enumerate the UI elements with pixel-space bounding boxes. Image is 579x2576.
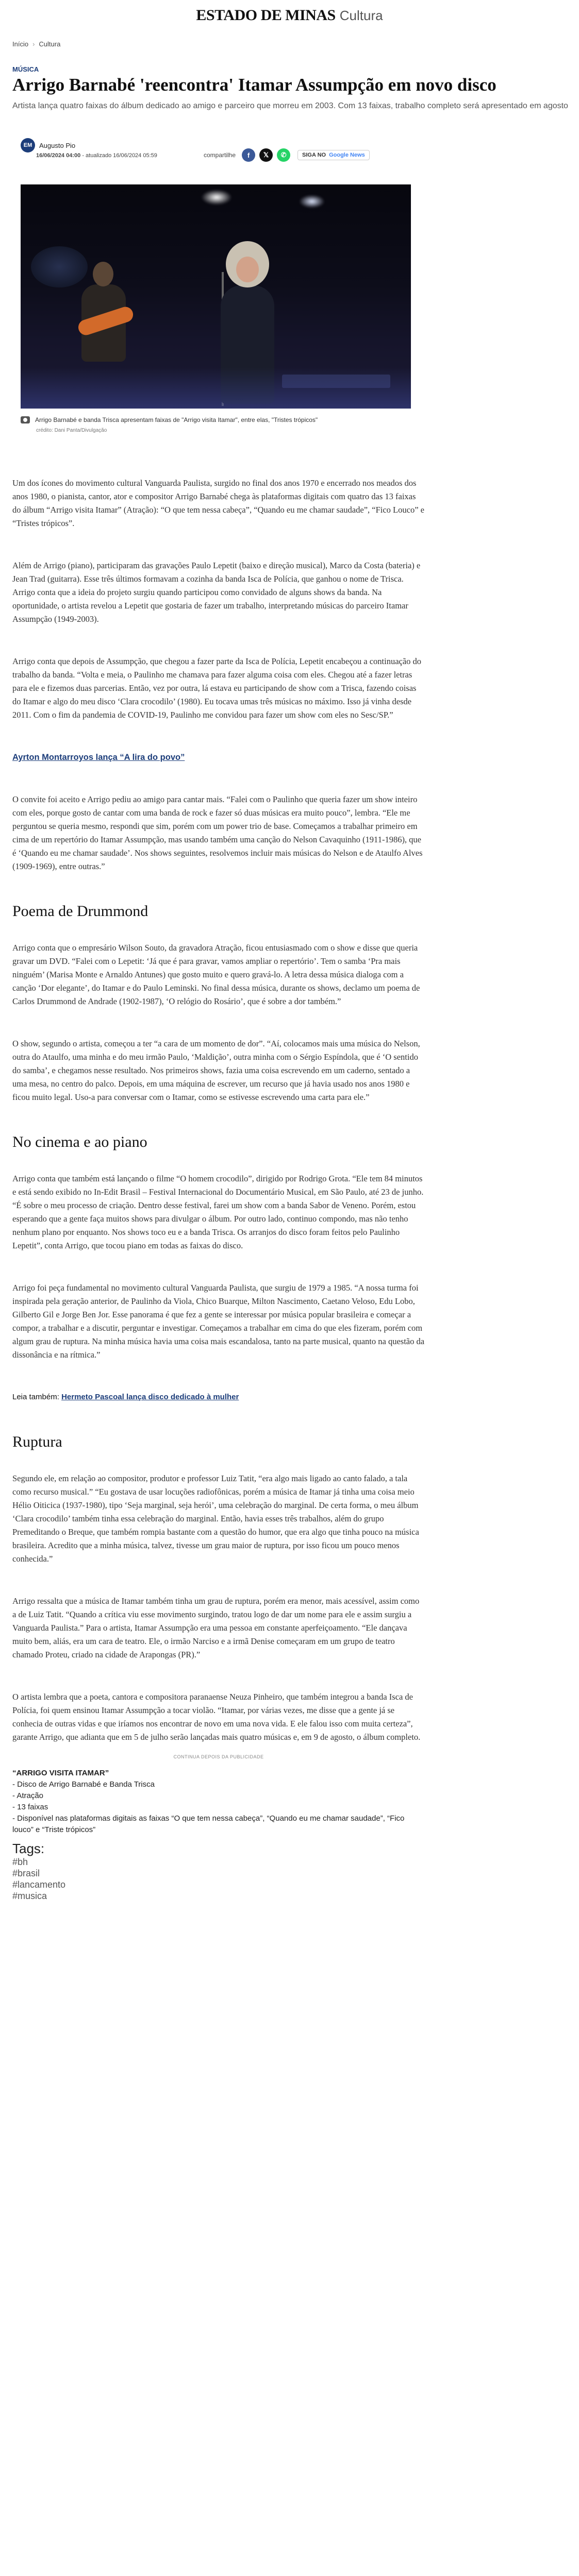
paragraph: O artista lembra que a poeta, cantora e compositora paranaense Neuza Pinheiro, que também integrou a banda Isca de Polícia, foi quem ensinou Itamar Assumpção a tocar violão. “Itamar, por várias vezes, me disse que a gente já se conhecia de outras vidas e que iríamos nos encontrar de novo em uma nova vida. E ele falou isso com muita certeza”, garante Arrigo, que adianta que em 5 de julho serão lançadas mais quatro músicas e, em 9 de agosto, o álbum completo. bbox=[12, 1692, 421, 1742]
guitarist-figure bbox=[72, 262, 134, 380]
info-line: - 13 faixas bbox=[12, 1803, 48, 1811]
breadcrumb bbox=[12, 40, 60, 48]
published-date: 16/06/2024 04:00 bbox=[36, 152, 81, 159]
photo-caption-text: Arrigo Barnabé e banda Trisca apresentam faixas de "Arrigo visita Itamar", entre elas, "Tristes trópicos" bbox=[35, 416, 318, 423]
tag-link[interactable]: #bh bbox=[12, 1857, 28, 1867]
share-bar bbox=[204, 148, 370, 162]
paragraph: Arrigo conta que o empresário Wilson Souto, da gravadora Atração, ficou entusiasmado com o show e disse que queria gravar um DVD. “Falei com o Lepetit: ‘Já que é para gravar, vamos ampliar o repertório’. Tem o samba ‘Pra mais ninguém’ (Marisa Monte e Arnaldo Antunes) que gosto muito e quero gravá-lo. A letra dessa música dialoga com a canção ‘Dor elegante’, do Itamar e do Paulo Leminski. No final dessa música, durante os shows, declamo um poema de Carlos Drummond de Andrade (1902-1987), ‘O relógio do Rosário’, que é sobre a dor também.” bbox=[12, 943, 420, 1006]
paragraph: O show, segundo o artista, começou a ter “a cara de um momento de dor”. “Aí, colocamos mais uma música do Nelson, outra do Ataulfo, uma minha e do meu irmão Paulo, ‘Maldição’, outra minha com o Sérgio Espíndola, que é ‘O sentido do samba’, e chegamos nesse resultado. Nos primeiros shows, fazia uma coisa escrevendo em um caderno, sentado a uma mesa, no centro do palco. Depois, em uma máquina de escrever, um recurso que já havia usado nos anos 1980 e ficou muito legal. Uso-a para conversar com o Itamar, como se estivesse escrevendo uma carta para ele.” bbox=[12, 1039, 420, 1102]
paragraph: Arrigo foi peça fundamental no movimento cultural Vanguarda Paulista, que surgiu de 1979 a 1985. “A nossa turma foi inspirada pela geração anterior, de Paulinho da Viola, Chico Buarque, Milton Nascimento, Caetano Veloso, Edu Lobo, Gilberto Gil e Jorge Ben Jor. Esse panorama é que fez a gente se interessar por música popular brasileira e começar a compor, a trabalhar e a discutir, perguntar e investigar. Começamos a trabalhar em cima do que eles fizeram, porém com algum grau de ruptura. Na minha música havia uma coisa mais escandalosa, tanto na parte musical, quanto na questão da dissonância e na rítmica.” bbox=[12, 1283, 425, 1360]
camera-icon bbox=[21, 416, 30, 423]
tags-block bbox=[12, 1841, 425, 1902]
paragraph: Além de Arrigo (piano), participaram das gravações Paulo Lepetit (baixo e direção musical), Marco da Costa (bateria) e Jean Trad (guitarra). Esse três últimos formavam a cozinha da banda Isca de Polícia, que ganhou o nome de Trisca. Arrigo conta que a ideia do projeto surgiu quando participou como convidado de alguns shows da banda. Na oportunidade, o artista revelou a Lepetit que gostaria de fazer um trabalho, interpretando músicas do parceiro Itamar Assumpção (1949-2003). bbox=[12, 561, 421, 624]
ad-label: CONTINUA DEPOIS DA PUBLICIDADE bbox=[173, 1754, 264, 1759]
author-avatar: EM bbox=[21, 138, 35, 152]
site-header bbox=[0, 0, 579, 31]
info-line: - Atração bbox=[12, 1791, 44, 1800]
related-link-paragraph bbox=[12, 751, 425, 764]
article-dates bbox=[36, 152, 157, 159]
byline bbox=[21, 138, 75, 152]
album-info-box bbox=[12, 1768, 425, 1836]
related-article-link[interactable]: Hermeto Pascoal lança disco dedicado à mulher bbox=[61, 1393, 239, 1401]
whatsapp-icon[interactable]: ✆ bbox=[277, 148, 290, 162]
section-heading: Poema de Drummond bbox=[12, 903, 148, 920]
tag-link[interactable]: #musica bbox=[12, 1891, 47, 1901]
see-also-label: Leia também: bbox=[12, 1393, 59, 1401]
tag-link[interactable]: #lancamento bbox=[12, 1879, 66, 1890]
tags-title: Tags: bbox=[12, 1841, 45, 1856]
site-logo[interactable]: ESTADO DE MINAS bbox=[196, 7, 336, 24]
section-name[interactable]: Cultura bbox=[339, 7, 383, 23]
paragraph: Arrigo conta que depois de Assumpção, que chegou a fazer parte da Isca de Polícia, Lepetit encabeçou a continuação do trabalho da banda. “Volta e meia, o Paulinho me chamava para fazer alguma coisa com eles. Chegou até a fazer letras para ele e fizemos duas parcerias. Então, vez por outra, lá estava eu participando de show com a Trisca, fazendo coisas do Itamar e algo do meu disco ‘Clara crocodilo’ (1980). Eu tocava umas três músicas no máximo. Isso já vinha desde 2011. Com o fim da pandemia de COVID-19, Paulinho me convidou para fazer um show com eles no Sesc/SP.” bbox=[12, 656, 422, 720]
info-line: - Disponível nas plataformas digitais as faixas “O que tem nessa cabeça”, “Quando eu me chamar saudade”, “Fico louco” e “Triste trópicos” bbox=[12, 1814, 405, 1834]
paragraph: Um dos ícones do movimento cultural Vanguarda Paulista, surgido no final dos anos 1970 e encerrado nos meados dos anos 1980, o pianista, cantor, ator e compositor Arrigo Barnabé chega às plataformas digitais com quatro das 13 faixas do álbum “Arrigo visita Itamar” (Atração): “O que tem nessa cabeça”, “Quando eu me chamar saudade”, “Fico Louco” e “Tristes trópicos”. bbox=[12, 478, 424, 528]
paragraph: Arrigo conta que também está lançando o filme “O homem crocodilo”, dirigido por Rodrigo Grota. “Ele tem 84 minutos e está sendo exibido no In-Edit Brasil – Festival Internacional do Documentário Musical, em São Paulo, até 23 de junho. “É sobre o meu processo de criação. Dentro desse festival, farei um show com a banda Sabor de Veneno. Porém, estou esperando que a gente faça muitos shows para divulgar o álbum. Por outro lado, continuo compondo, mas não tenho nenhum plano por enquanto. Nos shows toco eu e a banda Trisca. Os arranjos do disco foram feitos pelo Paulinho Lepetit”, conta Arrigo, que tocou piano em todas as faixas do disco. bbox=[12, 1174, 424, 1250]
stage-light bbox=[201, 190, 232, 205]
breadcrumb-home[interactable]: Início bbox=[12, 40, 29, 48]
photo-caption bbox=[21, 416, 318, 423]
google-news-label: Google News bbox=[329, 152, 365, 158]
breadcrumb-separator: › bbox=[32, 40, 35, 48]
paragraph: Arrigo ressalta que a música de Itamar também tinha um grau de ruptura, porém era menor, mais acessível, assim como a de Luiz Tatit. “Quando a crítica viu esse movimento surgindo, tratou logo de dar um nome para ele e assim surgiu a Vanguarda Paulista.” Para o artista, Itamar Assumpção era uma pessoa em constante aperfeiçoamento. “Ele dançava muito bem, aliás, era um cara de teatro. Ele, o irmão Narciso e a irmã Denise começaram em um grupo de teatro chamado Proteu, criado na cidade de Arapongas (PR).” bbox=[12, 1596, 420, 1659]
article-subtitle: Artista lança quatro faixas do álbum dedicado ao amigo e parceiro que morreu em 2003. Com 13 faixas, trabalho completo será apresentado em agosto bbox=[12, 101, 568, 110]
share-label: compartilhe bbox=[204, 151, 236, 159]
article-kicker[interactable]: MÚSICA bbox=[12, 65, 39, 73]
article-photo[interactable] bbox=[21, 184, 411, 409]
article-title: Arrigo Barnabé 'reencontra' Itamar Assumpção em novo disco bbox=[12, 75, 497, 95]
follow-label: SIGA NO bbox=[302, 152, 326, 158]
section-heading: Ruptura bbox=[12, 1433, 62, 1450]
related-article-link[interactable]: Ayrton Montarroyos lança “A lira do povo” bbox=[12, 753, 185, 762]
stage-floor bbox=[21, 367, 411, 409]
article-body bbox=[12, 477, 425, 1902]
info-box-title: “ARRIGO VISITA ITAMAR” bbox=[12, 1769, 109, 1777]
updated-date: - atualizado 16/06/2024 05:59 bbox=[82, 152, 157, 159]
stage-light bbox=[299, 195, 325, 208]
author-name[interactable]: Augusto Pio bbox=[39, 141, 76, 149]
paragraph: O convite foi aceito e Arrigo pediu ao amigo para cantar mais. “Falei com o Paulinho que queria fazer um show inteiro com eles, porque gosto de cantar com uma banda de rock e fazer só duas músicas era muito pouco”, lembra. “Ele me perguntou se queria mesmo, respondi que sim, porém com um power trio de base. Começamos a trabalhar primeiro em cima de um repertório do Itamar Assumpção, mas usando também uma canção do Nelson Cavaquinho (1911-1986), que é ‘Quando eu me chamar saudade’. Nos shows seguintes, resolvemos incluir mais músicas do Nelson e de Ataulfo Alves (1909-1969), entre outras.” bbox=[12, 794, 423, 871]
facebook-icon[interactable]: f bbox=[242, 148, 255, 162]
section-heading: No cinema e ao piano bbox=[12, 1133, 147, 1150]
paragraph: Segundo ele, em relação ao compositor, produtor e professor Luiz Tatit, “era algo mais ligado ao canto falado, a tala como recurso musical.” “Eu gostava de usar locuções radiofônicas, porém a música de Itamar já tinha uma coisa meio Hélio Oiticica (1937-1980), tipo ‘Seja marginal, seja herói’, uma celebração do marginal. De certa forma, o meu álbum ‘Clara crocodilo’ também tinha essa celebração do marginal. Então, havia esses três trabalhos, além do grupo Premeditando o Breque, que também rompia bastante com a questão do humor, que era algo que tinha pouco na música brasileira. Acredito que a minha música, talvez, tivesse um grau maior de ruptura, por isso ficou um pouco menos conhecida.” bbox=[12, 1473, 419, 1564]
info-line: - Disco de Arrigo Barnabé e Banda Trisca bbox=[12, 1780, 155, 1789]
x-twitter-icon[interactable]: 𝕏 bbox=[259, 148, 273, 162]
photo-credit: crédito: Dani Panta/Divulgação bbox=[36, 428, 107, 433]
breadcrumb-section[interactable]: Cultura bbox=[39, 40, 61, 48]
see-also bbox=[12, 1391, 425, 1404]
tag-link[interactable]: #brasil bbox=[12, 1868, 40, 1878]
follow-google-news-button[interactable] bbox=[297, 150, 370, 160]
